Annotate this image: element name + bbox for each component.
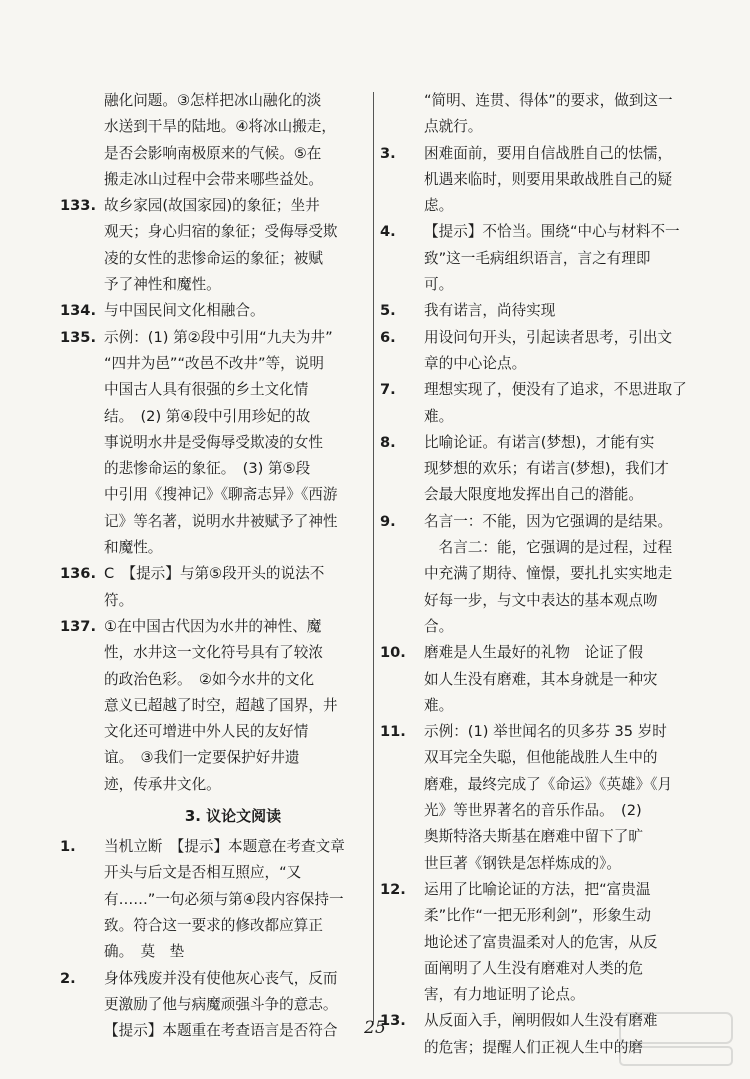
answer-text-line: 奥斯特洛夫斯基在磨难中留下了旷 xyxy=(424,828,643,846)
answer-text-line: 面阐明了人生没有磨难对人类的危 xyxy=(424,959,643,977)
answer-text-line: 理想实现了，便没有了追求，不思进取了 xyxy=(424,381,687,399)
answer-text-line: 我有诺言，尚待实现 xyxy=(424,302,556,320)
watermark-logo xyxy=(616,1009,736,1069)
item-number: 13. xyxy=(380,1012,406,1030)
left-column xyxy=(60,88,376,1044)
item-number: 134. xyxy=(60,302,97,320)
answer-text-line: 中国古人具有很强的乡土文化情 xyxy=(104,381,309,399)
answer-text-line: 点就行。 xyxy=(424,118,483,136)
answer-item xyxy=(60,561,376,614)
answer-item xyxy=(380,509,698,640)
answer-text-line: 是否会影响南极原来的气候。⑤在 xyxy=(104,144,322,162)
answer-text-line: 记》等名著，说明水井被赋予了神性 xyxy=(104,512,338,530)
answer-text-line: 搬走冰山过程中会带来哪些益处。 xyxy=(104,170,323,188)
answer-text-line: 现梦想的欢乐；有诺言(梦想)，我们才 xyxy=(424,460,669,478)
answer-text-line: 水送到干旱的陆地。④将冰山搬走， xyxy=(104,118,336,136)
answer-text-line: 更激励了他与病魔顽强斗争的意志。 xyxy=(104,995,338,1013)
answer-text-line: 用设问句开头，引起读者思考，引出文 xyxy=(424,328,673,346)
answer-text-line: 凌的女性的悲惨命运的象征；被赋 xyxy=(104,249,323,267)
answer-item xyxy=(60,88,376,193)
answer-text-line: 虑。 xyxy=(424,197,454,215)
answer-text-line: 开头与后文是否相互照应，“又 xyxy=(104,864,302,882)
item-number: 12. xyxy=(380,880,406,898)
answer-text-line: “四井为邑”“改邑不改井”等，说明 xyxy=(104,354,324,372)
answer-item xyxy=(60,325,376,562)
answer-item xyxy=(380,219,698,298)
answer-text-line: 章的中心论点。 xyxy=(424,354,527,372)
answer-text-line: 中充满了期待、憧憬，要扎扎实实地走 xyxy=(424,565,673,583)
answer-text-line: 予了神性和魔性。 xyxy=(104,276,221,294)
item-number: 6. xyxy=(380,328,396,346)
answer-text-line: 谊。 ③我们一定要保护好井遗 xyxy=(104,749,300,767)
answer-item xyxy=(60,614,376,798)
answer-text-line: 可。 xyxy=(424,276,454,294)
answer-text-line: 文化还可增进中外人民的友好情 xyxy=(104,723,309,741)
answer-text-line: 【提示】不恰当。围绕“中心与材料不一 xyxy=(424,223,680,241)
item-number: 8. xyxy=(380,433,396,451)
answer-text-line: 当机立断 【提示】本题意在考查文章 xyxy=(104,838,345,856)
answer-text-line: 示例：(1) 第②段中引用“九夫为井” xyxy=(104,328,333,346)
item-number: 136. xyxy=(60,565,97,583)
answer-text-line: C 【提示】与第⑤段开头的说法不 xyxy=(104,565,325,583)
answer-text-line: 事说明水井是受侮辱受欺凌的女性 xyxy=(104,433,323,451)
answer-text-line: 有……”一句必须与第④段内容保持一 xyxy=(104,890,344,908)
answer-text-line: 融化问题。③怎样把冰山融化的淡 xyxy=(104,92,322,109)
item-number: 4. xyxy=(380,223,396,241)
answer-item xyxy=(380,877,698,1008)
answer-text-line: 致。符合这一要求的修改都应算正 xyxy=(104,916,323,934)
answer-text-line: 双耳完全失聪，但他能战胜人生中的 xyxy=(424,749,658,767)
item-number: 3. xyxy=(380,144,396,162)
answer-text-line: 名言二：能，它强调的是过程，过程 xyxy=(424,539,673,557)
item-number: 11. xyxy=(380,723,406,741)
answer-text-line: 和魔性。 xyxy=(104,539,163,557)
item-number: 7. xyxy=(380,381,396,399)
answer-text-line: 难。 xyxy=(424,696,454,714)
item-number: 10. xyxy=(380,644,406,662)
page-number: 25 xyxy=(364,1018,386,1038)
answer-text-line: 确。 莫 垫 xyxy=(104,943,185,961)
right-column xyxy=(380,88,698,1061)
answer-text-line: 中引用《搜神记》《聊斋志异》《西游 xyxy=(104,486,338,504)
answer-text-line: 难。 xyxy=(424,407,454,425)
answer-item xyxy=(380,719,698,877)
answer-item xyxy=(380,640,698,719)
answer-item xyxy=(380,430,698,509)
answer-text-line: 结。 (2) 第④段中引用珍妃的故 xyxy=(104,407,311,425)
answer-item xyxy=(380,325,698,378)
item-number: 5. xyxy=(380,302,396,320)
answer-text-line: 机遇来临时，则要用果敢战胜自己的疑 xyxy=(424,170,673,188)
answer-item xyxy=(380,377,698,430)
answer-text-line: 的悲惨命运的象征。 (3) 第⑤段 xyxy=(104,460,311,478)
item-number: 1. xyxy=(60,838,76,856)
item-number: 2. xyxy=(60,969,76,987)
answer-item xyxy=(60,298,376,324)
answer-text-line: 磨难是人生最好的礼物 论证了假 xyxy=(424,644,643,662)
answer-item xyxy=(380,88,698,141)
answer-item xyxy=(60,834,376,965)
section-title: 3. 议论文阅读 xyxy=(184,807,282,826)
answer-item xyxy=(380,141,698,220)
answer-text-line: 光》等世界著名的音乐作品。 (2) xyxy=(424,802,642,820)
answer-text-line: 从反面入手，阐明假如人生没有磨难 xyxy=(424,1012,658,1030)
answer-text-line: 柔”比作“一把无形利剑”，形象生动 xyxy=(424,907,651,925)
answer-text-line: 好每一步，与文中表达的基本观点吻 xyxy=(424,591,658,609)
answer-text-line: 比喻论证。有诺言(梦想)，才能有实 xyxy=(424,433,655,451)
answer-item xyxy=(60,193,376,298)
answer-text-line: 身体残废并没有使他灰心丧气，反而 xyxy=(104,969,338,987)
answer-text-line: 致”这一毛病组织语言，言之有理即 xyxy=(424,249,651,267)
answer-text-line: 【提示】本题重在考查语言是否符合 xyxy=(104,1022,338,1040)
answer-text-line: 困难面前，要用自信战胜自己的怯懦， xyxy=(424,144,673,162)
answer-text-line: 的危害；提醒人们正视人生中的磨 xyxy=(424,1038,643,1056)
answer-item xyxy=(380,298,698,324)
answer-text-line: 与中国民间文化相融合。 xyxy=(104,302,265,320)
answer-text-line: 名言一：不能，因为它强调的是结果。 xyxy=(424,512,673,530)
item-number: 133. xyxy=(60,197,97,215)
answer-text-line: 害，有力地证明了论点。 xyxy=(424,986,585,1004)
answer-text-line: 会最大限度地发挥出自己的潜能。 xyxy=(424,486,643,504)
item-number: 9. xyxy=(380,512,396,530)
answer-text-line: 符。 xyxy=(104,591,134,609)
answer-text-line: “简明、连贯、得体”的要求，做到这一 xyxy=(424,92,673,109)
answer-text-line: 观天；身心归宿的象征；受侮辱受欺 xyxy=(104,223,338,241)
answer-text-line: 意义已超越了时空，超越了国界，井 xyxy=(104,696,338,714)
answer-text-line: 磨难，最终完成了《命运》《英雄》《月 xyxy=(424,775,673,793)
item-number: 137. xyxy=(60,617,97,635)
item-number: 135. xyxy=(60,328,97,346)
answer-text-line: ①在中国古代因为水井的神性、魔 xyxy=(104,617,322,635)
answer-text-line: 故乡家园(故国家园)的象征；坐井 xyxy=(104,197,320,215)
answer-text-line: 的政治色彩。 ②如今水井的文化 xyxy=(104,670,315,688)
answer-text-line: 示例：(1) 举世闻名的贝多芬 35 岁时 xyxy=(424,723,667,741)
answer-text-line: 世巨著《钢铁是怎样炼成的》。 xyxy=(424,854,622,872)
answer-text-line: 性，水井这一文化符号具有了较浓 xyxy=(104,644,323,662)
answer-text-line: 如人生没有磨难，其本身就是一种灾 xyxy=(424,670,658,688)
answer-text-line: 迹，传承井文化。 xyxy=(104,775,221,793)
answer-text-line: 地论述了富贵温柔对人的危害，从反 xyxy=(424,933,658,951)
answer-text-line: 合。 xyxy=(424,617,454,635)
answer-text-line: 运用了比喻论证的方法，把“富贵温 xyxy=(424,880,651,898)
